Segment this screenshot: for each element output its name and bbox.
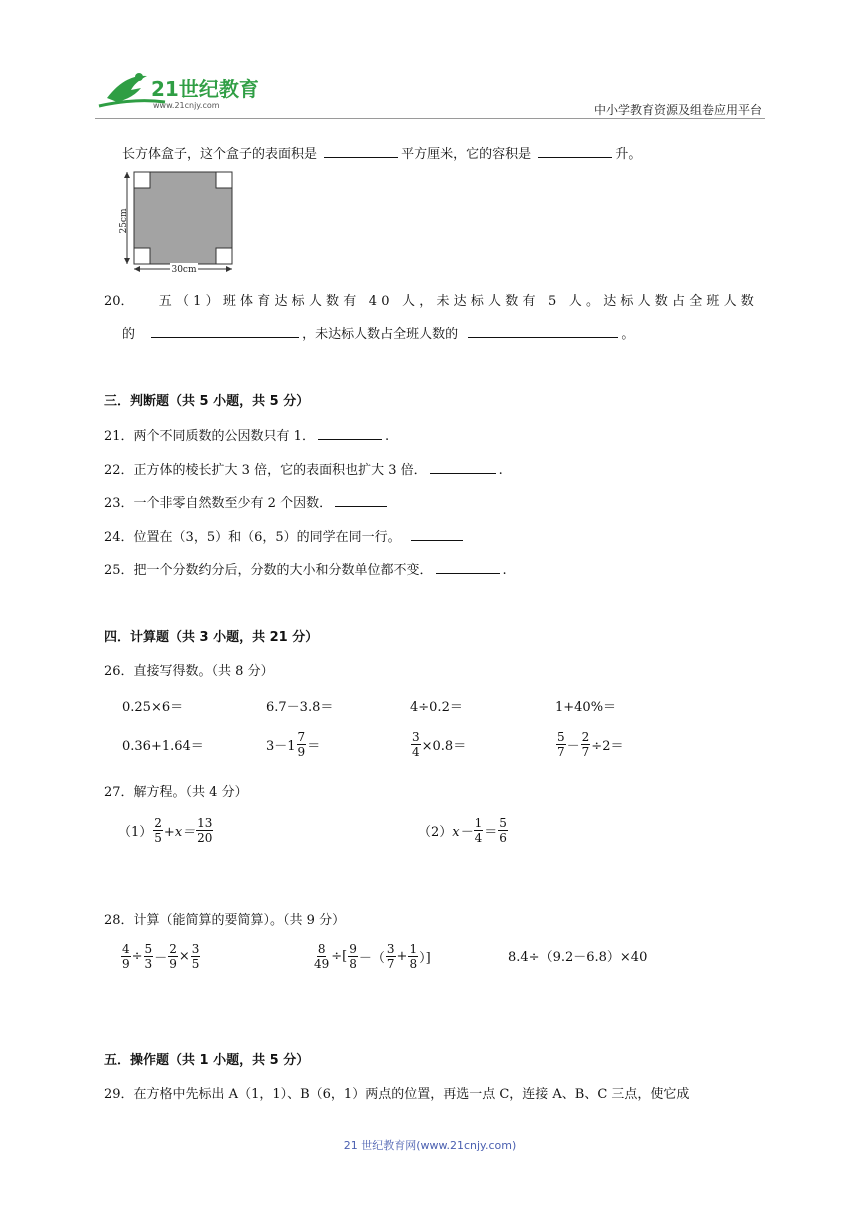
q19-blank-area[interactable] [324, 143, 398, 158]
op: － [154, 951, 168, 966]
frac-num: 2 [169, 942, 177, 956]
footer-link[interactable]: 21 世纪教育网(www.21cnjy.com) [343, 1139, 517, 1152]
frac-den: 5 [154, 831, 162, 845]
frac-num: 2 [581, 730, 590, 744]
q24-text: 24．位置在（3，5）和（6，5）的同学在同一行。 [104, 530, 401, 545]
q27-eq1 [118, 816, 214, 845]
frac-den: 4 [412, 745, 420, 759]
eq-mid: ＝ [484, 825, 498, 840]
platform-title: 中小学教育资源及组卷应用平台 [593, 103, 762, 117]
q24 [104, 526, 466, 545]
q26-item: 4÷0.2＝ [410, 700, 463, 715]
q20-line1 [104, 290, 758, 309]
q27-eq2 [418, 816, 509, 845]
q19-prefix: 长方体盒子，这个盒子的表面积是 [122, 147, 318, 162]
q20-blank-2[interactable] [468, 323, 618, 338]
q26-d-post: ÷2＝ [591, 739, 624, 754]
q19-unit1: 平方厘米，它的容积是 [401, 147, 532, 162]
logo-url: www.21cnjy.com [153, 101, 220, 110]
section-3-title: 三．判断题（共 5 小题，共 5 分） [104, 394, 310, 409]
frac-den: 6 [499, 831, 507, 845]
cardboard-figure [118, 168, 258, 276]
width-label: 30cm [171, 265, 197, 275]
q25-end: . [502, 563, 507, 578]
height-label: 25cm [119, 208, 129, 234]
q19-blank-volume[interactable] [538, 143, 612, 158]
corner-square [134, 172, 150, 188]
q21-text: 21．两个不同质数的公因数只有 1． [104, 429, 315, 444]
eq-mid: +x＝ [163, 825, 196, 840]
q21-blank[interactable] [318, 425, 382, 440]
q24-blank[interactable] [411, 526, 463, 541]
op: ）] [419, 951, 431, 966]
q23-text: 23．一个非零自然数至少有 2 个因数． [104, 496, 333, 511]
q25-blank[interactable] [436, 559, 500, 574]
q21 [104, 425, 389, 444]
frac-num: 1 [474, 816, 483, 830]
corner-square [134, 248, 150, 264]
q26-title: 26．直接写得数。（共 8 分） [104, 664, 274, 679]
q20-de: 的 [122, 327, 136, 342]
q27-title: 27．解方程。（共 4 分） [104, 785, 248, 800]
q26-b-pre: 3－1 [266, 739, 296, 754]
section-4-title: 四．计算题（共 3 小题，共 21 分） [104, 630, 319, 645]
op: × [178, 949, 190, 964]
q26-c-post: ×0.8＝ [421, 739, 467, 754]
q26-item: 0.25×6＝ [122, 700, 184, 715]
q26-item: 0.36+1.64＝ [122, 739, 204, 754]
frac-num: 8 [317, 942, 326, 956]
q26-b-post: ＝ [307, 739, 321, 754]
frac-den: 49 [314, 957, 330, 971]
frac-num: 3 [386, 942, 395, 956]
frac-den: 9 [169, 957, 177, 971]
q20-text: 五（1）班体育达标人数有 40 人，未达标人数有 5 人。达标人数占全班人数 [158, 294, 758, 309]
frac-num: 3 [412, 730, 420, 744]
q26-item-frac [410, 730, 466, 759]
q23 [104, 492, 390, 511]
corner-square [216, 248, 232, 264]
frac-num: 7 [297, 730, 306, 744]
q25 [104, 559, 507, 578]
frac-den: 5 [191, 957, 200, 971]
eq-label: （2） [418, 825, 453, 840]
op: ÷[ [331, 949, 348, 964]
eq-label: （1） [118, 825, 153, 840]
frac-num: 5 [499, 816, 507, 830]
q21-end: . [384, 429, 390, 444]
q26-item: 6.7－3.8＝ [266, 700, 334, 715]
q28-expr-a [120, 942, 201, 971]
section-5-title: 五．操作题（共 1 小题，共 5 分） [104, 1053, 310, 1068]
frac-den: 4 [474, 831, 483, 845]
frac-num: 5 [557, 730, 565, 744]
q20-end: 。 [621, 327, 635, 342]
frac-den: 7 [581, 745, 590, 759]
q20-blank-1[interactable] [151, 323, 299, 338]
q26-item-frac2 [555, 730, 623, 759]
op: ÷ [131, 949, 143, 964]
frac-num: 3 [191, 942, 200, 956]
q20-line2 [122, 323, 634, 342]
eq-pre: x－ [452, 825, 473, 840]
q28-expr-b [312, 942, 431, 971]
q25-text: 25．把一个分数约分后，分数的大小和分数单位都不变． [104, 563, 433, 578]
frac-num: 4 [122, 942, 130, 956]
logo-text: 21世纪教育 [151, 77, 259, 101]
q19-unit2: 升。 [615, 147, 642, 162]
q20-mid: ，未达标人数占全班人数的 [302, 327, 459, 342]
q22-text: 22．正方体的棱长扩大 3 倍，它的表面积也扩大 3 倍． [104, 463, 427, 478]
q26-item-mixed [266, 730, 320, 759]
frac-den: 7 [386, 957, 395, 971]
op: － [566, 739, 580, 754]
frac-num: 1 [409, 942, 418, 956]
frac-den: 8 [409, 957, 418, 971]
q22-end: . [498, 463, 503, 478]
frac-den: 7 [557, 745, 565, 759]
frac-num: 13 [197, 816, 213, 830]
frac-den: 9 [297, 745, 306, 759]
q23-blank[interactable] [335, 492, 387, 507]
q22 [104, 459, 503, 478]
op: －（ [358, 951, 385, 966]
corner-square [216, 172, 232, 188]
frac-num: 9 [349, 942, 357, 956]
q28-expr-c: 8.4÷（9.2－6.8）×40 [508, 950, 648, 965]
frac-num: 5 [144, 942, 153, 956]
q22-blank[interactable] [430, 459, 496, 474]
frac-num: 2 [154, 816, 162, 830]
header-divider [95, 118, 765, 119]
q19-text [122, 143, 641, 162]
op: + [396, 949, 408, 964]
q29-text: 29．在方格中先标出 A（1，1）、B（6，1）两点的位置，再选一点 C，连接 A、B、C 三点，使它成 [104, 1087, 690, 1102]
frac-den: 3 [144, 957, 153, 971]
q20-number: 20． [104, 294, 134, 309]
frac-den: 20 [197, 831, 213, 845]
q28-title: 28．计算（能简算的要简算）。（共 9 分） [104, 913, 346, 928]
frac-den: 9 [122, 957, 130, 971]
site-logo [95, 68, 265, 114]
frac-den: 8 [349, 957, 357, 971]
q26-item: 1+40%＝ [555, 700, 617, 715]
